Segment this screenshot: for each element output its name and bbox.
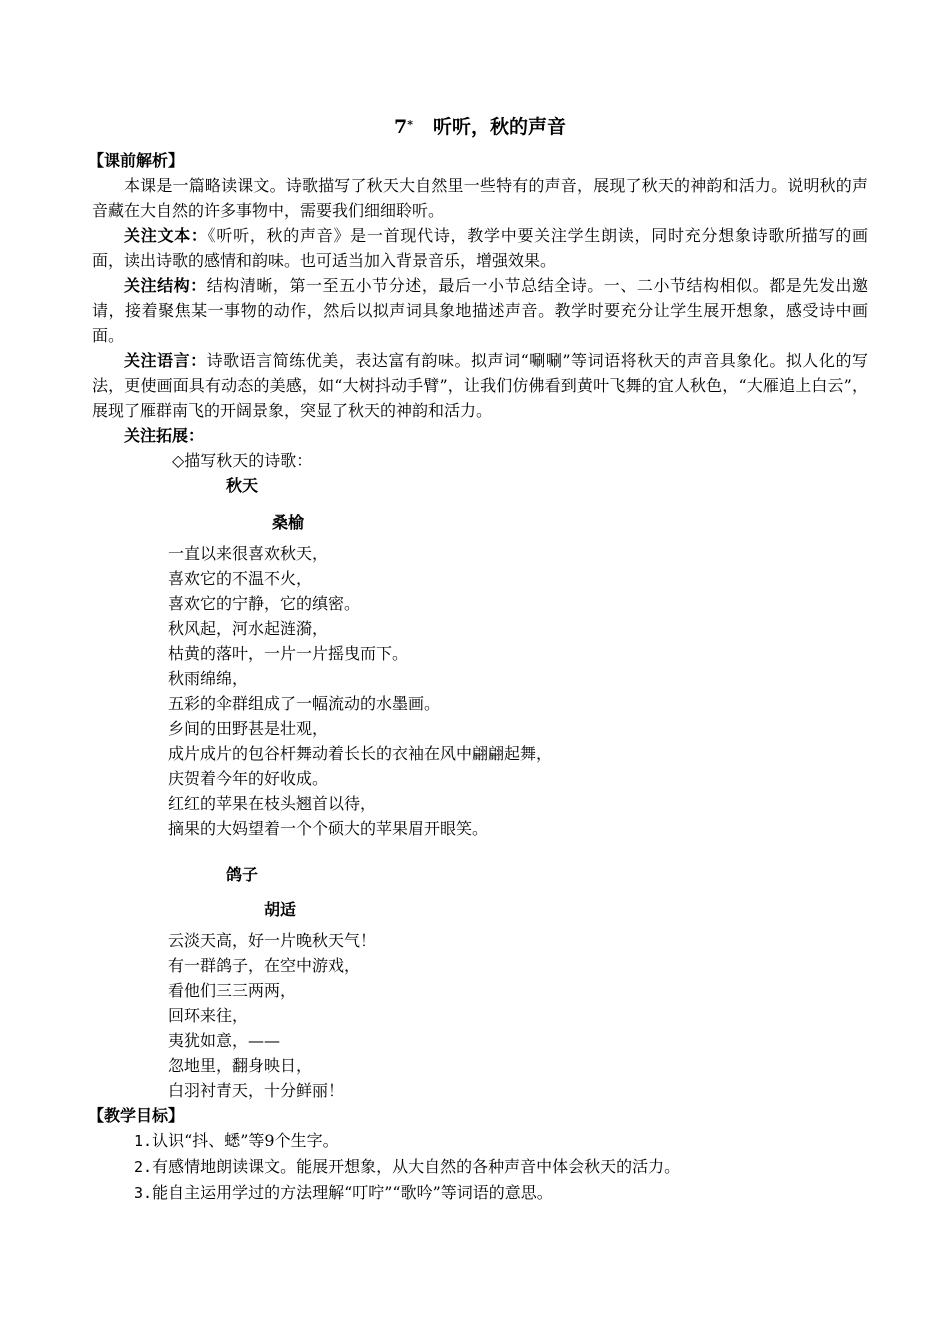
poem-line: 红红的苹果在枝头翘首以待， [168,794,377,813]
section-heading-goals: 【教学目标】 [88,1106,185,1125]
poem-author-hushi: 胡适 [264,900,297,919]
poem-line: 乡间的田野甚是壮观， [168,719,329,738]
focus-structure-body: 结构清晰，第一至五小节分述，最后一小节总结全诗。一、二小节结构相似。都是先发出邀请，接着聚焦某一事物的动作，然后以拟声词具象地描述声音。教学时要充分让学生展开想象，感受诗中画面。 [92,276,868,345]
poem-line: 喜欢它的宁静，它的缜密。 [168,594,361,613]
goal-item [92,1128,868,1154]
lesson-title-text: 听听，秋的声音 [432,116,566,138]
poem-line: 回环来往， [168,1006,249,1025]
lesson-title [92,112,868,142]
focus-extension-label: 关注拓展： [124,426,205,445]
poem-line: 五彩的伞群组成了一幅流动的水墨画。 [168,694,441,713]
poem-line: 秋雨绵绵， [168,669,249,688]
poem-autumn-body [92,541,868,841]
lesson-mark: * [407,118,413,131]
poem-line: 摘果的大妈望着一个个硕大的苹果眉开眼笑。 [168,819,489,838]
poem-line: 喜欢它的不温不火， [168,569,313,588]
poem-line: 看他们三三两两， [168,981,297,1000]
poem-line: 枯黄的落叶，一片一片摇曳而下。 [168,644,409,663]
poem-line: 夷犹如意，—— [168,1031,281,1050]
goal-text: 有感情地朗读课文。能展开想象，从大自然的各种声音中体会秋天的活力。 [152,1157,681,1176]
intro-paragraph: 本课是一篇略读课文。诗歌描写了秋天大自然里一些特有的声音，展现了秋天的神韵和活力。说明秋的声音藏在大自然的许多事物中，需要我们细细聆听。 [92,176,868,220]
poem-line: 成片成片的包谷杆舞动着长长的衣袖在风中翩翩起舞， [168,744,553,763]
goal-item [92,1154,868,1180]
goal-number: 1. [134,1132,153,1150]
focus-text-paragraph [92,223,868,273]
poem-line: 白羽衬青天，十分鲜丽！ [168,1081,345,1100]
focus-structure-label: 关注结构： [124,276,207,295]
lesson-number: 7 [393,116,408,138]
poem-title-autumn: 秋天 [226,476,259,495]
focus-structure-paragraph [92,273,868,348]
focus-extension-paragraph [92,423,868,448]
poem-line: 庆贺着今年的好收成。 [168,769,329,788]
extension-intro: ◇描写秋天的诗歌： [172,451,313,470]
section-heading-preview: 【课前解析】 [88,151,185,170]
goal-text: 能自主运用学过的方法理解“叮咛”“歌吟”等词语的意思。 [152,1183,553,1202]
document-page [88,112,868,1206]
goal-number: 3. [134,1184,153,1202]
poem-pigeons-body [92,928,868,1103]
poem-line: 忽地里，翻身映日， [168,1056,313,1075]
focus-text-body: 《听听，秋的声音》是一首现代诗，教学中要关注学生朗读，同时充分想象诗歌所描写的画面，读出诗歌的感情和韵味。也可适当加入背景音乐，增强效果。 [92,226,868,270]
poem-author-sangyu: 桑榆 [272,513,305,532]
focus-language-paragraph [92,348,868,423]
focus-language-body: 诗歌语言简练优美，表达富有韵味。拟声词“唰唰”等词语将秋天的声音具象化。拟人化的写法，更使画面具有动态的美感，如“大树抖动手臂”，让我们仿佛看到黄叶飞舞的宜人秋色，“大雁追上白云”，展现了雁群南飞的开阔景象，突显了秋天的神韵和活力。 [92,351,868,420]
goal-number: 2. [134,1158,153,1176]
goal-text: 认识“抖、蟋”等9个生字。 [152,1131,339,1150]
focus-language-label: 关注语言： [124,351,207,370]
poem-line: 有一群鸽子，在空中游戏， [168,956,361,975]
poem-title-pigeons: 鸽子 [226,865,259,884]
poem-line: 秋风起，河水起涟漪， [168,619,329,638]
focus-text-label: 关注文本： [124,226,208,245]
goal-item [92,1180,868,1206]
poem-line: 一直以来很喜欢秋天， [168,544,329,563]
poem-line: 云淡天高，好一片晚秋天气！ [168,931,377,950]
